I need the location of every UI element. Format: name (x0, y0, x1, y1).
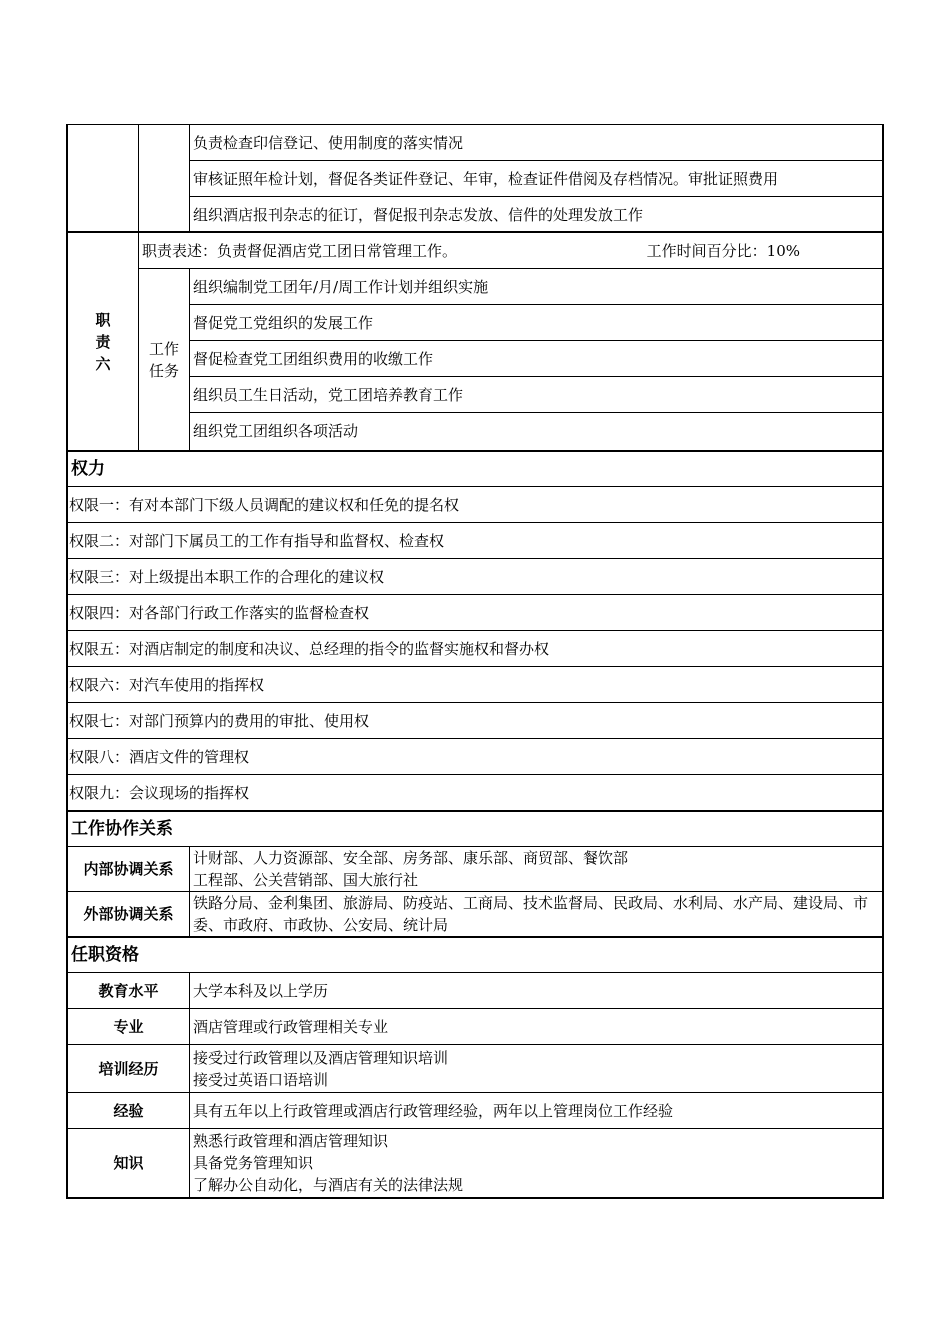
duty6-task-label: 工作任务 (139, 269, 190, 450)
task-item: 组织党工团组织各项活动 (193, 421, 359, 440)
power-item: 权限八：酒店文件的管理权 (69, 747, 250, 766)
training-label: 培训经历 (68, 1045, 190, 1092)
cooperation-title: 工作协作关系 (71, 819, 173, 839)
training-value: 接受过行政管理以及酒店管理知识培训 接受过英语口语培训 (193, 1048, 449, 1089)
task-item: 组织酒店报刊杂志的征订，督促报刊杂志发放、信件的处理发放工作 (193, 205, 644, 224)
knowledge-label: 知识 (68, 1129, 190, 1197)
power-title: 权力 (71, 459, 105, 479)
duty-prev-label-cell (68, 125, 139, 231)
task-item: 组织编制党工团年/月/周工作计划并组织实施 (193, 277, 489, 296)
duty6-task-list (190, 269, 882, 450)
task-item: 督促党工党组织的发展工作 (193, 313, 374, 332)
education-value: 大学本科及以上学历 (193, 981, 329, 1000)
education-label: 教育水平 (68, 973, 190, 1008)
task-item: 审核证照年检计划，督促各类证件登记、年审，检查证件借阅及存档情况。审批证照费用 (193, 169, 779, 188)
power-item: 权限九：会议现场的指挥权 (69, 783, 250, 802)
duty6-time-percent: 工作时间百分比：10% (646, 241, 800, 260)
cooperation-section (66, 812, 884, 938)
knowledge-value: 熟悉行政管理和酒店管理知识 具备党务管理知识 了解办公自动化，与酒店有关的法律法规 (193, 1132, 464, 1194)
power-item: 权限六：对汽车使用的指挥权 (69, 675, 265, 694)
duty6-description: 职责表述：负责督促酒店党工团日常管理工作。 (142, 241, 458, 260)
qualification-title: 任职资格 (71, 945, 139, 965)
power-item: 权限三：对上级提出本职工作的合理化的建议权 (69, 567, 385, 586)
duty6-label (68, 233, 139, 450)
external-label: 外部协调关系 (68, 892, 190, 936)
experience-value: 具有五年以上行政管理或酒店行政管理经验，两年以上管理岗位工作经验 (193, 1101, 674, 1120)
power-item: 权限一：有对本部门下级人员调配的建议权和任免的提名权 (69, 495, 460, 514)
duty-prev-block (66, 124, 884, 233)
qualification-section (66, 938, 884, 1199)
power-item: 权限二：对部门下属员工的工作有指导和监督权、检查权 (69, 531, 445, 550)
major-value: 酒店管理或行政管理相关专业 (193, 1017, 389, 1036)
power-item: 权限五：对酒店制定的制度和决议、总经理的指令的监督实施权和督办权 (69, 639, 550, 658)
job-description-table (66, 124, 884, 1199)
task-item: 督促检查党工团组织费用的收缴工作 (193, 349, 434, 368)
task-item: 负责检查印信登记、使用制度的落实情况 (193, 133, 464, 152)
experience-label: 经验 (68, 1093, 190, 1128)
external-departments: 铁路分局、金利集团、旅游局、防疫站、工商局、技术监督局、民政局、水利局、水产局、建设局、市 委、市政府、市政协、公安局、统计局 (193, 894, 869, 934)
internal-label: 内部协调关系 (68, 847, 190, 891)
duty6-block (66, 233, 884, 452)
duty6-label-text: 职责六 (95, 310, 111, 373)
task-item: 组织员工生日活动，党工团培养教育工作 (193, 385, 464, 404)
power-item: 权限七：对部门预算内的费用的审批、使用权 (69, 711, 370, 730)
duty-prev-task-list (190, 125, 882, 231)
power-section (66, 452, 884, 812)
internal-departments: 计财部、人力资源部、安全部、房务部、康乐部、商贸部、餐饮部 工程部、公关营销部、国大旅行社 (193, 849, 629, 889)
major-label: 专业 (68, 1009, 190, 1044)
power-item: 权限四：对各部门行政工作落实的监督检查权 (69, 603, 370, 622)
duty-prev-task-label-cell (139, 125, 190, 231)
